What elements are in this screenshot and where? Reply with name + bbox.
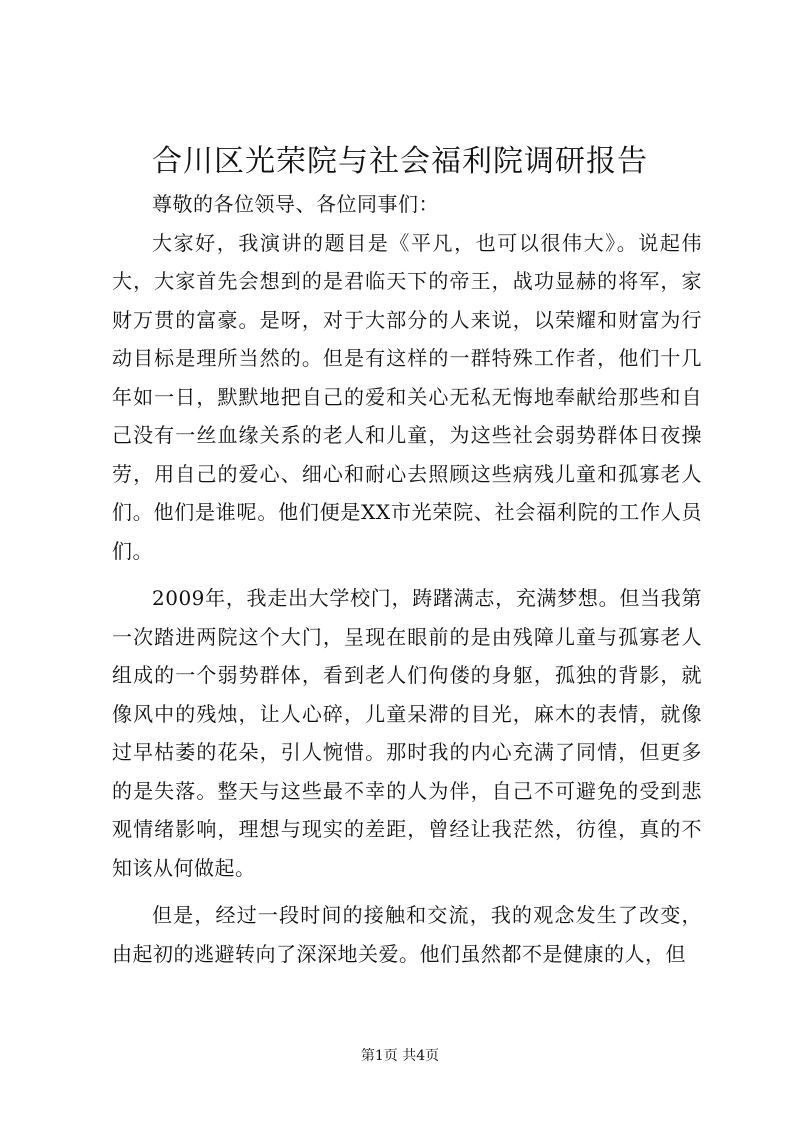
salutation-paragraph: 尊敬的各位领导、各位同事们： bbox=[152, 192, 439, 216]
body-paragraph: 但是，经过一段时间的接触和交流，我的观念发生了改变，由起初的逃避转向了深深地关爱。他们虽然都不是健康的人，但 bbox=[112, 903, 702, 966]
page-footer: 第1页 共4页 bbox=[360, 1048, 440, 1064]
body-paragraph: 大家好，我演讲的题目是《平凡，也可以很伟大》。说起伟大，大家首先会想到的是君临天下的帝王，战功显赫的将军，家财万贯的富豪。是呀，对于大部分的人来说，以荣耀和财富为行动目标是理所当然的。但是有这样的一群特殊工作者，他们十几年如一日，默默地把自己的爱和关心无私无悔地奉献给那些和自己没有一丝血缘关系的老人和儿童，为这些社会弱势群体日夜操劳，用自己的爱心、细心和耐心去照顾这些病残儿童和孤寡老人们。他们是谁呢。他们便是XX市光荣院、社会福利院的工作人员们。 bbox=[112, 230, 702, 563]
document-title: 合川区光荣院与社会福利院调研报告 bbox=[152, 144, 648, 179]
document-body bbox=[112, 185, 702, 982]
body-paragraph: 2009年，我走出大学校门，踌躇满志，充满梦想。但当我第一次踏进两院这个大门，呈现在眼前的是由残障儿童与孤寡老人组成的一个弱势群体，看到老人们佝偻的身躯，孤独的背影，就像风中的残烛，让人心碎，儿童呆滞的目光，麻木的表情，就像过早枯萎的花朵，引人惋惜。那时我的内心充满了同情，但更多的是失落。整天与这些最不幸的人为伴，自己不可避免的受到悲观情绪影响，理想与现实的差距，曾经让我茫然，彷徨，真的不知该从何做起。 bbox=[112, 586, 702, 880]
